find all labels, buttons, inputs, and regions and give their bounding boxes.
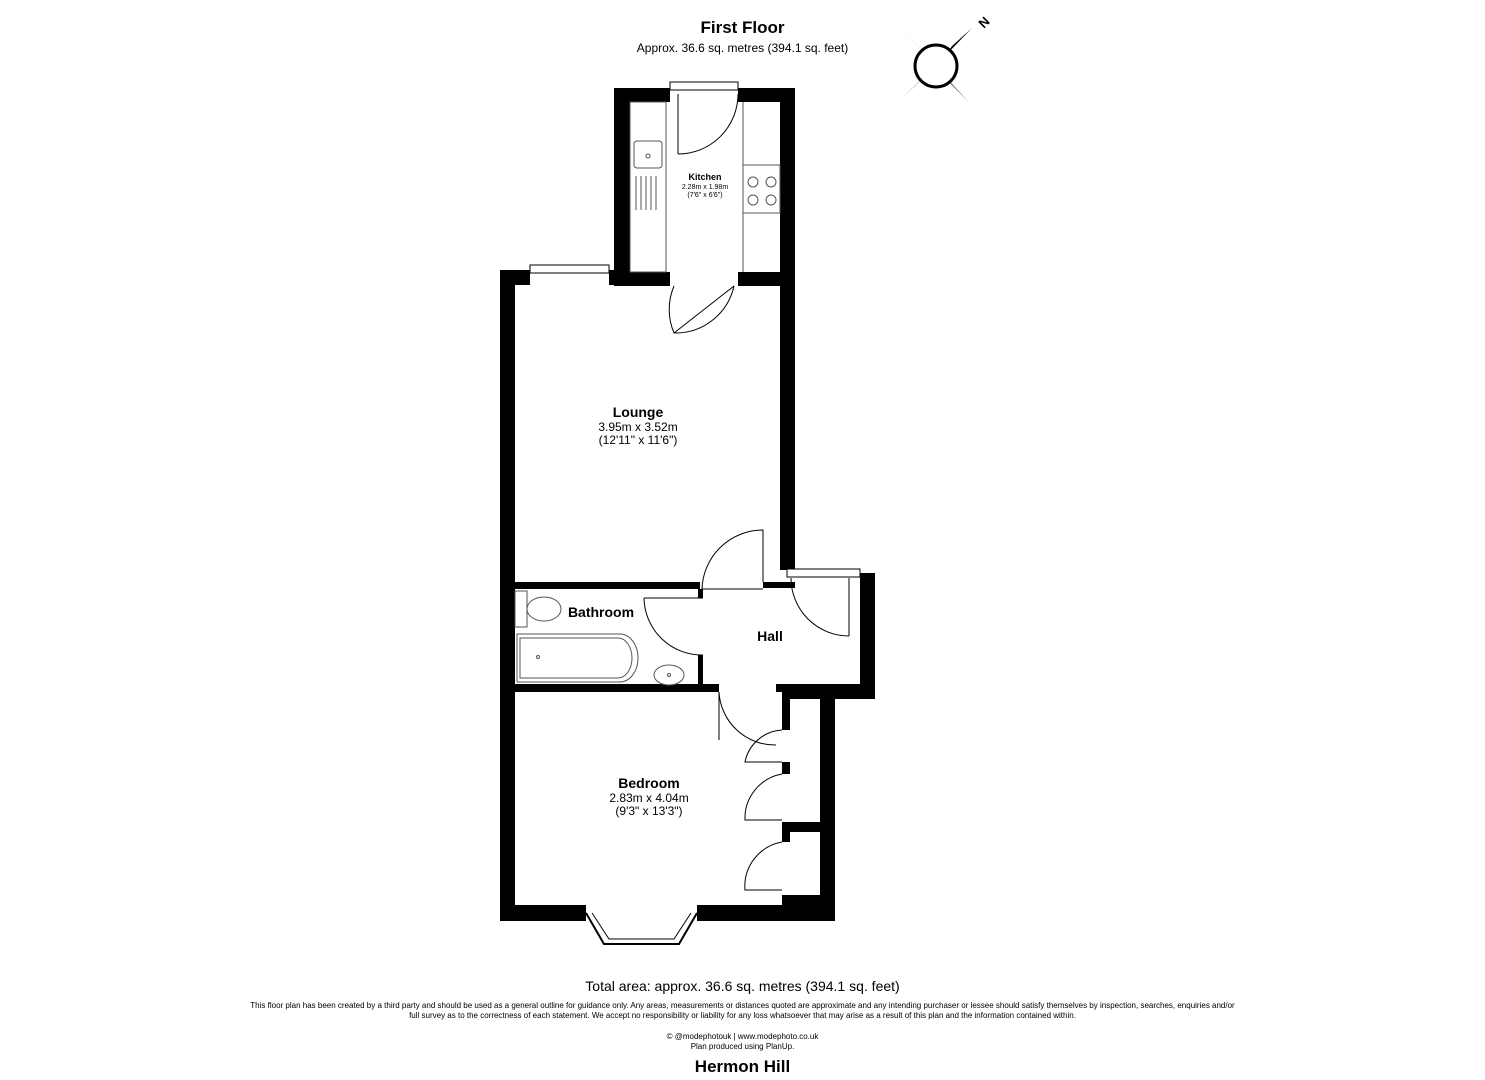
left-exterior-wall — [500, 270, 515, 920]
kitchen-back-door-swing — [678, 94, 738, 154]
floor-title: First Floor — [700, 18, 785, 37]
cupboard-door-lower-swing — [745, 842, 782, 890]
hall-bedroom-jamb-left — [703, 684, 719, 692]
cupboard-door-upper-swing — [745, 730, 782, 762]
lounge-wall-right-return — [763, 582, 795, 588]
kitchen-imperial: (7'6" x 6'6") — [687, 192, 723, 199]
hall-name: Hall — [757, 628, 783, 644]
bedroom-imperial: (9'3" x 13'3") — [615, 804, 683, 818]
toilet-cistern-icon — [515, 591, 527, 627]
cupboard-wall-bottom — [782, 895, 820, 905]
cupboard-divider — [782, 822, 820, 832]
hob-ring-3 — [748, 195, 758, 205]
cupboard-wall-lower — [782, 832, 790, 842]
bathroom-name: Bathroom — [567, 604, 635, 620]
lounge-wall-right — [780, 270, 795, 570]
lounge-imperial: (12'11" x 11'6") — [598, 433, 678, 447]
kitchen-sink-drain-icon — [646, 154, 650, 158]
lounge-metric: 3.95m x 3.52m — [598, 420, 678, 434]
compass-rose-icon — [900, 14, 993, 101]
hall-wall-right — [860, 573, 875, 699]
total-area: Total area: approx. 36.6 sq. metres (394.1 sq. feet) — [585, 978, 900, 994]
windows — [530, 82, 860, 944]
lounge-name: Lounge — [612, 404, 664, 420]
credit-tool: Plan produced using PlanUp. — [690, 1042, 795, 1051]
kitchen-wall-left — [614, 88, 630, 286]
cupboard-wall-mid — [782, 762, 790, 774]
cupboard-wall-upper — [782, 699, 790, 730]
kitchen-door-arc-left — [669, 286, 674, 333]
kitchen-hob-icon — [743, 165, 780, 213]
hall-bedroom-jamb-right — [776, 684, 782, 692]
basin-drain-icon — [668, 674, 671, 677]
hob-ring-4 — [766, 195, 776, 205]
entrance-door-swing — [791, 578, 849, 636]
lounge-wall-top-mid — [609, 270, 630, 285]
hall-wall-bottom — [782, 684, 875, 699]
floor-area-subtitle: Approx. 36.6 sq. metres (394.1 sq. feet) — [636, 41, 849, 55]
bay-window-inner — [592, 913, 691, 939]
bedroom-wall-right — [820, 699, 835, 921]
cupboard-door-mid-swing — [745, 774, 782, 820]
bathroom-door-swing — [644, 598, 703, 655]
compass-ring — [915, 45, 957, 87]
bedroom-wall-bottom-left — [500, 905, 586, 921]
kitchen-metric: 2.28m x 1.98m — [681, 184, 729, 191]
bathroom-door-jamb-top — [698, 589, 703, 598]
lounge-bathroom-partition — [515, 582, 700, 589]
bathroom-wall-bottom — [515, 684, 703, 692]
bath-drain-icon — [537, 656, 540, 659]
kitchen-wall-right — [780, 88, 795, 286]
credit-links: © @modephotouk | www.modephoto.co.uk — [666, 1032, 819, 1041]
kitchen-doorway-frame — [670, 82, 738, 90]
toilet-bowl-icon — [527, 597, 561, 621]
hall-entrance-frame — [787, 569, 860, 577]
hob-ring-1 — [748, 177, 758, 187]
lounge-door-swing — [702, 530, 763, 589]
bedroom-door-swing — [719, 692, 776, 745]
bedroom-name: Bedroom — [618, 775, 680, 791]
disclaimer-text: This floor plan has been created by a third party and should be used as a general outline for guidance only. Any areas, measurements or distances quoted are approximate and any intending purchaser or lessee should satisfy themselves by inspection, searches, enquiries and/or full survey as to the correctness of each statement. We accept no responsibility or liability for any loss whatsoever that may arise as a result of this plan and the information contained within. — [250, 1001, 1235, 1020]
bedroom-wall-bottom-right — [697, 905, 835, 921]
kitchen-worktop-left — [630, 102, 666, 272]
kitchen-name: Kitchen — [688, 172, 722, 182]
compass-north-label: N — [975, 13, 993, 31]
hob-ring-2 — [766, 177, 776, 187]
bedroom-metric: 2.83m x 4.04m — [609, 791, 689, 805]
lounge-window — [530, 265, 609, 273]
property-name: Hermon Hill — [694, 1057, 791, 1076]
